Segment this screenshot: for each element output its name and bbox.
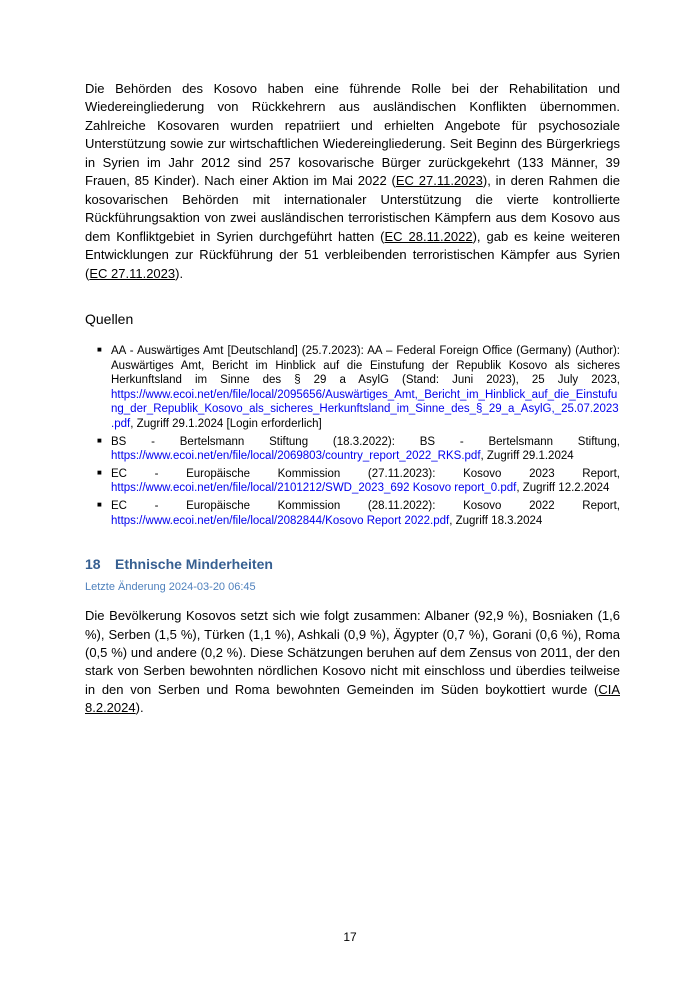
text-run: ). <box>175 265 184 281</box>
source-text <box>111 436 620 463</box>
source-reference-link[interactable]: EC 27.11.2023 <box>395 173 483 189</box>
intro-paragraph <box>85 80 620 283</box>
text-run: AA - Auswärtiges Amt [Deutschland] (25.7.2023): AA – Federal Foreign Office (Germany) (Author): Auswärtiges Amt, Bericht im Hinblick auf die Einstufung der Republik Kosovo als sicheres Herkunftsland im Sinne des § 29 a AsylG (Stand: Juni 2023), 25 July 2023, <box>111 344 620 387</box>
url-link[interactable]: https://www.ecoi.net/en/file/local/2069803/country_report_2022_RKS.pdf <box>111 450 481 463</box>
text-run: BS - Bertelsmann Stiftung (18.3.2022): BS - Bertelsmann Stiftung, <box>111 435 620 448</box>
text-run: , Zugriff 12.2.2024 <box>516 482 610 495</box>
text-run: , Zugriff 29.1.2024 <box>480 450 574 463</box>
text-run: EC - Europäische Kommission (28.11.2022): Kosovo 2022 Report, <box>111 499 620 512</box>
source-text <box>111 345 620 430</box>
section-title: Ethnische Minderheiten <box>115 556 273 573</box>
text-run: EC - Europäische Kommission (27.11.2023): Kosovo 2023 Report, <box>111 467 620 480</box>
source-text <box>111 468 620 495</box>
source-reference-link[interactable]: CIA 8.2.2024 <box>85 681 620 716</box>
text-run: ). <box>135 700 144 716</box>
url-link[interactable]: https://www.ecoi.net/en/file/local/2095656/Auswärtiges_Amt,_Bericht_im_Hinblick_auf_die_Einstufung_der_Republik_Kosovo_als_sicheres_Herkunftsland_im_Sinne_des_§_29_a_AsylG,_25.07.2023.pdf <box>111 388 619 430</box>
source-text <box>111 500 620 527</box>
source-reference-link[interactable]: EC 28.11.2022 <box>384 228 473 244</box>
section-number: 18 <box>85 556 101 573</box>
url-link[interactable]: https://www.ecoi.net/en/file/local/2101212/SWD_2023_692 Kosovo report_0.pdf <box>111 482 517 495</box>
source-item <box>97 467 620 496</box>
bullet-square-icon: ■ <box>97 435 102 445</box>
bullet-square-icon: ■ <box>97 467 102 477</box>
source-item <box>97 499 620 528</box>
section-heading <box>85 556 620 572</box>
last-change-note: Letzte Änderung 2024-03-20 06:45 <box>85 581 256 594</box>
text-run: ), in deren Rahmen die kosovarischen Behörden mit internationaler Unterstützung die vierte kontrollierte Rückführungsaktion von zwei ausländischen terroristischen Kämpfern aus dem Kosovo aus dem Konfliktgebiet in Syrien durchgeführt hatten ( <box>85 173 620 244</box>
source-item <box>97 435 620 464</box>
sources-heading: Quellen <box>85 310 134 327</box>
url-link[interactable]: https://www.ecoi.net/en/file/local/2082844/Kosovo Report 2022.pdf <box>111 514 450 527</box>
ethnic-minorities-paragraph <box>85 607 620 718</box>
text-run: ), gab es keine weiteren Entwicklungen zur Rückführung der 51 verbleibenden terroristischen Kämpfer aus Syrien ( <box>85 228 620 281</box>
text-run: , Zugriff 18.3.2024 <box>449 514 543 527</box>
text-run: Die Bevölkerung Kosovos setzt sich wie folgt zusammen: Albaner (92,9 %), Bosniaken (1,6 %), Serben (1,5 %), Türken (1,1 %), Ashkali (0,9 %), Ägypter (0,7 %), Gorani (0,6 %), Roma (0,5 %) und andere (0,2 %). Diese Schätzungen beruhen auf dem Zensus von 2011, der den stark von Serben bewohnten nördlichen Kosovo nicht mit einschloss und überdies teilweise in den von Serben und Roma bewohnten Gemeinden im Süden boykottiert wurde ( <box>85 608 620 697</box>
source-item <box>97 344 620 432</box>
bullet-square-icon: ■ <box>97 499 102 509</box>
bullet-square-icon: ■ <box>97 344 102 354</box>
sources-list <box>97 344 620 528</box>
text-run: Die Behörden des Kosovo haben eine führende Rolle bei der Rehabilitation und Wiedereingliederung von Rückkehrern aus ausländischen Konflikten übernommen. Zahlreiche Kosovaren wurden repatriiert und erhielten Angebote für psychosoziale Unterstützung sowie zur wirtschaftlichen Wiedereingliederung. Seit Beginn des Bürgerkriegs in Syrien im Jahr 2012 sind 257 kosovarische Bürger zurückgekehrt (133 Männer, 39 Frauen, 85 Kinder). Nach einer Aktion im Mai 2022 ( <box>85 81 620 189</box>
page-number: 17 <box>343 930 357 944</box>
text-run: , Zugriff 29.1.2024 [Login erforderlich] <box>130 417 322 430</box>
source-reference-link[interactable]: EC 27.11.2023 <box>89 265 176 281</box>
